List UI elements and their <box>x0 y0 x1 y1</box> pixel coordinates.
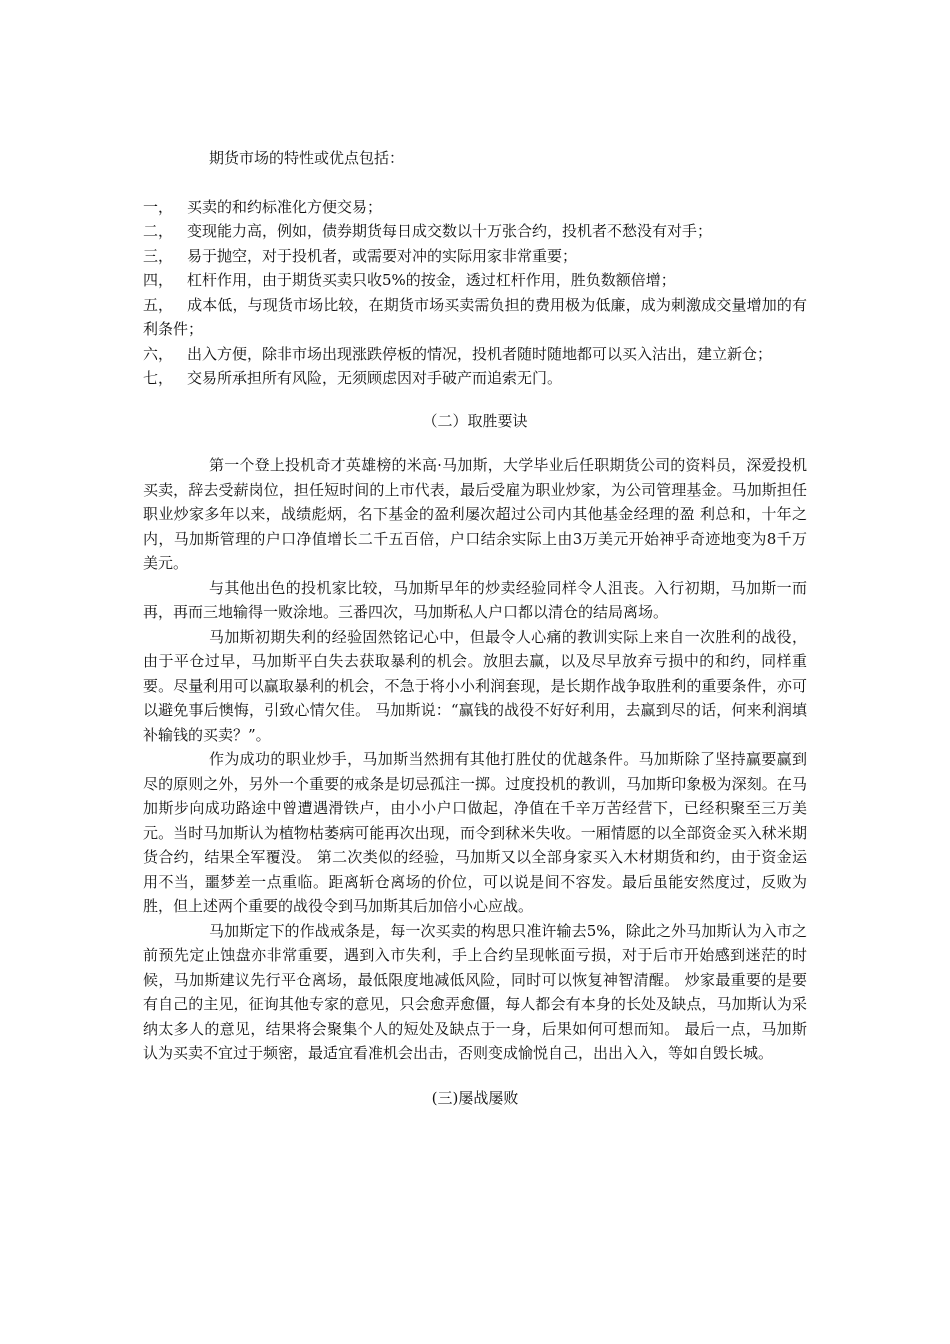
list-text: 变现能力高，例如，债券期货每日成交数以十万张合约，投机者不愁没有对手； <box>187 222 713 240</box>
section-heading-2: （二）取胜要诀 <box>422 411 528 430</box>
body-paragraph: 马加斯初期失利的经验固然铭记心中，但最令人心痛的教训实际上来自一次胜利的战役，由于平仓过早，马加斯平白失去获取暴利的机会。放胆去赢，以及尽早放弃亏损中的和约，同样重要。尽量利用可以赢取暴利的机会，不急于将小小利润套现，是长期作战争取胜利的重要条件，亦可以避免事后懊悔，引致心情欠佳。 马加斯说：“赢钱的战役不好好利用，去赢到尽的话，何来利润填补输钱的买卖？”。 <box>143 627 807 744</box>
list-text: 出入方便，除非市场出现涨跌停板的情况，投机者随时随地都可以买入沽出，建立新仓； <box>187 344 773 363</box>
document-page <box>143 146 807 1130</box>
list-item <box>143 244 807 269</box>
list-number: 一， <box>143 197 174 216</box>
list-text: 杠杆作用，由于期货买卖只收5%的按金，透过杠杆作用，胜负数额倍增； <box>187 271 676 289</box>
list-item <box>143 293 807 342</box>
body-paragraph: 第一个登上投机奇才英雄榜的米高·马加斯，大学毕业后任职期货公司的资料员，深爱投机买卖，辞去受薪岗位，担任短时间的上市代表，最后受雇为职业炒家，为公司管理基金。马加斯担任职业炒家多年以来，战绩彪炳，名下基金的盈利屡次超过公司内其他基金经理的盈 利总和，十年之内，马加斯管理的户口净值增长二千五百倍，户口结余实际上由3万美元开始神乎奇迹地变为8千万美元。 <box>143 456 807 572</box>
list-item <box>143 219 807 244</box>
list-text: 易于抛空，对于投机者，或需要对冲的实际用家非常重要； <box>187 246 578 265</box>
body-paragraph: 与其他出色的投机家比较，马加斯早年的炒卖经验同样令人沮丧。入行初期，马加斯一而再，再而三地输得一败涂地。三番四次，马加斯私人户口都以清仓的结局离场。 <box>143 578 807 621</box>
list-text: 交易所承担所有风险，无须顾虑因对手破产而追索无门。 <box>187 369 563 387</box>
intro-paragraph: 期货市场的特性或优点包括： <box>209 149 405 167</box>
list-number: 六， <box>143 344 174 363</box>
list-number: 三， <box>143 246 174 265</box>
list-number: 五， <box>143 295 174 314</box>
list-number: 七， <box>143 369 174 387</box>
list-number: 二， <box>143 222 174 240</box>
list-item <box>143 268 807 293</box>
body-paragraph: 作为成功的职业炒手，马加斯当然拥有其他打胜仗的优越条件。马加斯除了坚持赢要赢到尽的原则之外，另外一个重要的戒条是切忌孤注一掷。过度投机的教训，马加斯印象极为深刻。在马加斯步向成功路途中曾遭遇滑铁卢，由小小户口做起，净值在千辛万苦经营下，已经积聚至三万美元。当时马加斯认为植物枯萎病可能再次出现，而令到秫米失收。一厢情愿的以全部资金买入秫米期货合约，结果全军覆没。 第二次类似的经验，马加斯又以全部身家买入木材期货和约，由于资金运用不当，噩梦差一点重临。距离斩仓离场的价位，可以说是间不容发。最后虽能安然度过，反败为胜，但上述两个重要的战役令到马加斯其后加倍小心应战。 <box>143 750 807 915</box>
body-paragraph: 马加斯定下的作战戒条是，每一次买卖的构思只准许输去5%，除此之外马加斯认为入市之前预先定止蚀盘亦非常重要，遇到入市失利，手上合约呈现帐面亏损，对于后市开始感到迷茫的时候，马加斯建议先行平仓离场，最低限度地减低风险，同时可以恢复神智清醒。 炒家最重要的是要有自己的主见，征询其他专家的意见，只会愈弄愈僵，每人都会有本身的长处及缺点，马加斯认为采纳太多人的意见，结果将会聚集个人的短处及缺点于一身，后果如何可想而知。 最后一点，马加斯认为买卖不宜过于频密，最适宜看准机会出击，否则变成愉悦自己，出出入入，等如自毁长城。 <box>143 921 807 1062</box>
features-list <box>143 195 807 391</box>
list-number: 四， <box>143 271 174 289</box>
list-text: 成本低，与现货市场比较，在期货市场买卖需负担的费用极为低廉，成为刺激成交量增加的有利条件； <box>143 295 807 338</box>
section-heading-3: (三)屡战屡败 <box>431 1088 519 1107</box>
list-item <box>143 342 807 367</box>
list-text: 买卖的和约标准化方便交易； <box>187 197 383 216</box>
list-item <box>143 195 807 220</box>
list-item <box>143 366 807 391</box>
